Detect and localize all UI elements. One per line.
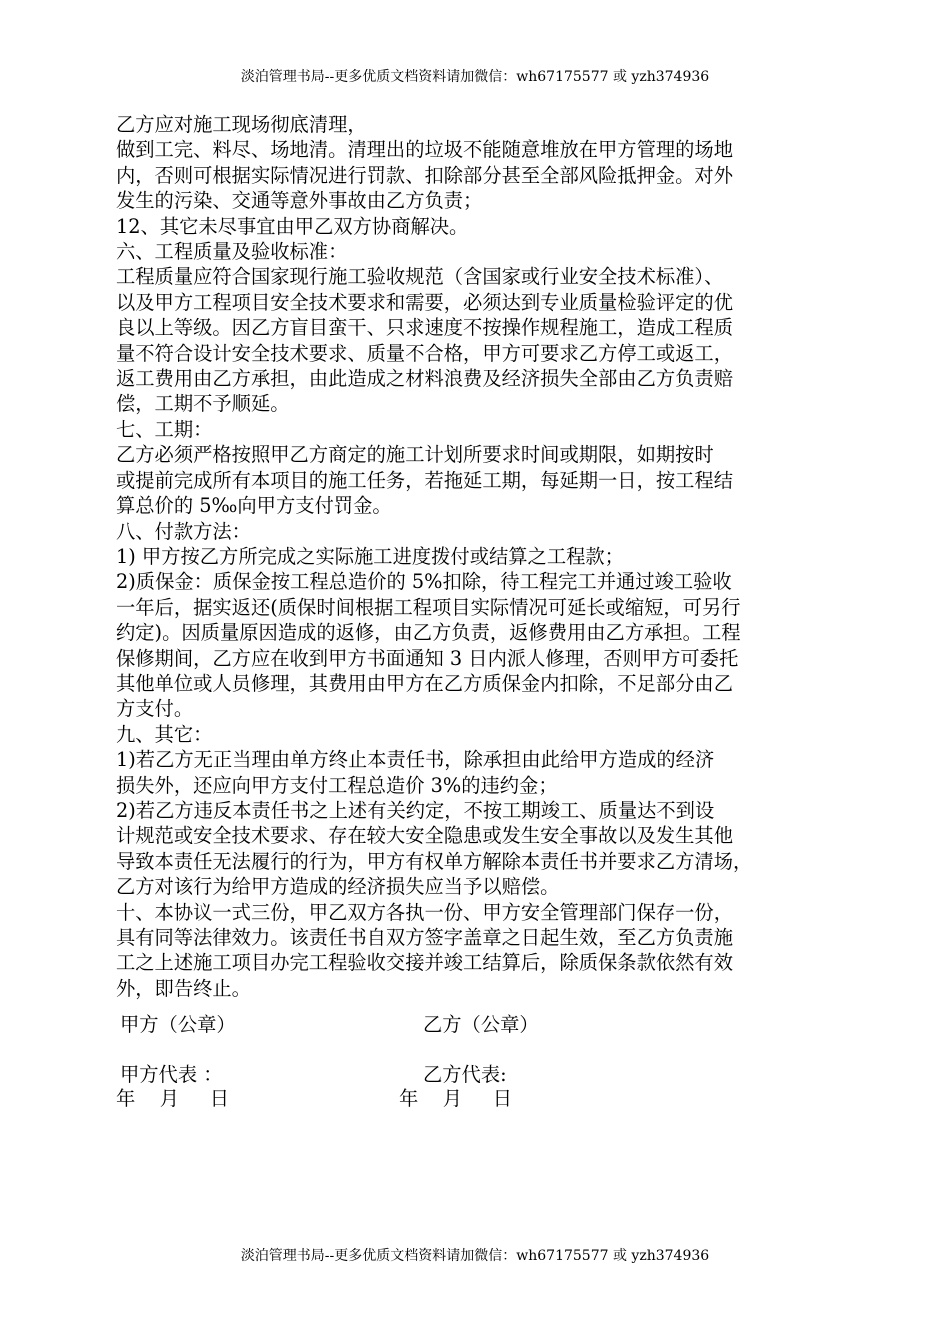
document-body [116,112,851,1001]
text-line: 约定)。因质量原因造成的返修，由乙方负责，返修费用由乙方承担。工程 [116,621,741,645]
text-line: 损失外，还应向甲方支付工程总造价 3%的违约金； [116,773,558,797]
text-line: 十、本协议一式三份，甲乙双方各执一份、甲方安全管理部门保存一份， [116,900,733,924]
party-a-seal: 甲方（公章） [120,1013,236,1036]
party-b-representative: 乙方代表: [423,1063,507,1086]
text-line: 乙方应对施工现场彻底清理， [116,113,367,136]
text-line: 具有同等法律效力。该责任书自双方签字盖章之日起生效，至乙方负责施 [116,926,733,949]
text-line: 其他单位或人员修理，其费用由甲方在乙方质保金内扣除，不足部分由乙 [116,671,733,695]
text-line: 计规范或安全技术要求、存在较大安全隐患或发生安全事故以及发生其他 [116,824,733,848]
text-line: 乙方必须严格按照甲乙方商定的施工计划所要求时间或期限，如期按时 [116,443,714,467]
party-a-representative: 甲方代表 ： [120,1063,223,1086]
page-header: 淡泊管理书局--更多优质文档资料请加微信：wh67175577 或 yzh374936 [240,69,710,85]
text-line: 2)若乙方违反本责任书之上述有关约定，不按工期竣工、质量达不到设 [116,798,715,822]
text-line: 保修期间，乙方应在收到甲方书面通知 3 日内派人修理，否则甲方可委托 [116,646,739,670]
text-line: 工程质量应符合国家现行施工验收规范（含国家或行业安全技术标准）、 [116,265,724,289]
section-heading: 七、工期： [116,417,213,441]
text-line: 导致本责任无法履行的行为，甲方有权单方解除本责任书并要求乙方清场， [116,849,753,873]
text-line: 以及甲方工程项目安全技术要求和需要，必须达到专业质量检验评定的优 [116,290,733,314]
text-line: 工之上述施工项目办完工程验收交接并竣工结算后，除质保条款依然有效 [116,951,733,975]
text-line: 外，即告终止。 [116,976,251,1000]
text-line: 一年后，据实返还(质保时间根据工程项目实际情况可延长或缩短，可另行 [116,595,741,619]
page-footer: 淡泊管理书局--更多优质文档资料请加微信：wh67175577 或 yzh374936 [240,1248,710,1264]
text-line: 乙方对该行为给甲方造成的经济损失应当予以赔偿。 [116,875,560,899]
text-line: 做到工完、料尽、场地清。清理出的垃圾不能随意堆放在甲方管理的场地 [116,138,733,162]
text-line: 良以上等级。因乙方盲目蛮干、只求速度不按操作规程施工，造成工程质 [116,316,733,340]
text-line: 内，否则可根据实际情况进行罚款、扣除部分甚至全部风险抵押金。对外 [116,163,733,187]
text-line: 2)质保金：质保金按工程总造价的 5%扣除，待工程完工并通过竣工验收 [116,570,732,594]
text-line: 或提前完成所有本项目的施工任务，若拖延工期，每延期一日，按工程结 [116,468,733,492]
text-line: 偿，工期不予顺延。 [116,392,290,416]
party-b-seal: 乙方（公章） [423,1013,539,1036]
section-heading: 六、工程质量及验收标准： [116,240,348,264]
text-line: 算总价的 5‰向甲方支付罚金。 [116,494,392,518]
party-b-date: 年 月 日 [399,1087,513,1110]
text-line: 方支付。 [116,697,194,721]
text-line: 12、其它未尽事宜由甲乙双方协商解决。 [116,214,469,238]
text-line: 1) 甲方按乙方所完成之实际施工进度拨付或结算之工程款； [116,544,624,568]
party-a-date: 年 月 日 [116,1087,230,1110]
section-heading: 九、其它： [116,722,213,746]
section-heading: 八、付款方法： [116,519,251,543]
text-line: 发生的污染、交通等意外事故由乙方负责； [116,189,483,213]
text-line: 量不符合设计安全技术要求、质量不合格，甲方可要求乙方停工或返工， [116,341,733,365]
text-line: 返工费用由乙方承担，由此造成之材料浪费及经济损失全部由乙方负责赔 [116,367,733,391]
text-line: 1)若乙方无正当理由单方终止本责任书，除承担由此给甲方造成的经济 [116,748,715,772]
